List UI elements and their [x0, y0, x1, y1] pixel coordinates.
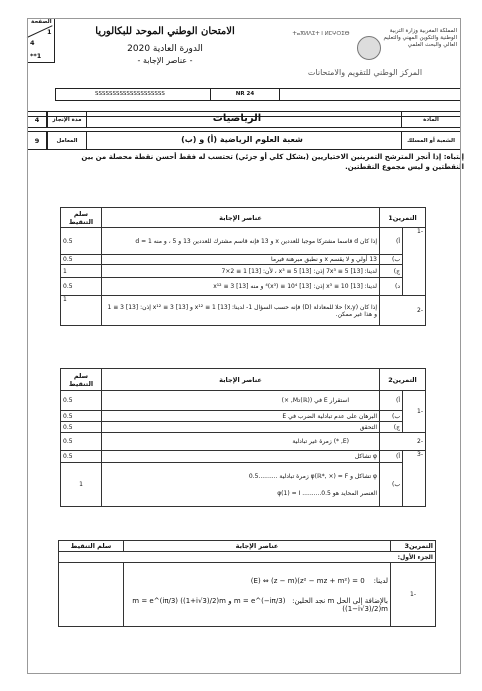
row-score: 0.5: [61, 228, 102, 255]
row-text: التحقق: [102, 422, 380, 433]
page-total: 4: [30, 39, 35, 47]
ex3-head-elements: عناصر الإجابة: [124, 541, 391, 552]
row-text: لدينا: [13] 5 ≡ 7x³ إذن: [13] 5 ≡ x³ ، لأن: [13] 1 ≡ 2×7: [102, 265, 380, 278]
row-score: 0.5: [61, 411, 102, 422]
row-sub: ب): [380, 255, 403, 265]
page-label: الصفحة: [31, 19, 52, 25]
stream-value: شعبة العلوم الرياضية (أ) و (ب): [181, 135, 303, 144]
row-num: -1: [403, 391, 426, 433]
equation-2: m = e^(iπ/3) ((1+i√3)/2)m و m = e^(−iπ/3) ((1−i√3)/2)m: [132, 596, 388, 613]
ministry-name: المملكة المغربية وزارة التربية الوطنية والتكوين المهني والتعليم العالي والبحث العلمي: [383, 28, 457, 48]
coef-label: المعامل: [47, 131, 87, 150]
row-num: -2: [380, 433, 426, 451]
stream-label: الشعبة أو المسلك: [401, 131, 461, 150]
row-score: 0.5: [61, 255, 102, 265]
row-sub: أ): [380, 391, 403, 411]
equation-1: (E) ⇔ (z − m)(z² − mz + m²) = 0: [250, 576, 365, 585]
ex2-title: التمرين2: [380, 369, 426, 391]
nr-value: NR 24: [235, 91, 255, 97]
row-score: 0.5: [61, 278, 102, 296]
row-score: 1: [61, 296, 102, 326]
row-text: 13 أولي و لا يقسم x و نطبق مبرهنة فيرما: [102, 255, 380, 265]
row-num: -3: [403, 451, 426, 507]
row-text: إذا كان (x,y) حلا للمعادلة (D) فإنه حسب السؤال 1- لدينا: [13] 1 ≡ x¹² و [13] 3 ≡ x¹² إذن: [13] 3 ≡ 1 و هذا غير ممكن.: [102, 296, 380, 326]
exam-title: الامتحان الوطني الموحد للبكالوريا: [95, 26, 235, 37]
duration-label: مدة الإنجاز: [47, 111, 87, 128]
ex3-title: التمرين3: [391, 541, 436, 552]
row-score: 1: [61, 463, 102, 507]
row-score: 0.5: [61, 391, 102, 411]
ex1-title: التمرين1: [380, 208, 426, 228]
tifinagh-text: ⵜⴰⴳⵍⴷⵉⵜ ⵏ ⵍⵎⵖⵔⵉⴱ: [292, 31, 350, 37]
row-label: لدينا:: [373, 576, 388, 585]
row-text: φ تشاكل: [102, 451, 380, 463]
session: الدورة العادية 2020: [127, 44, 203, 54]
row-label-2: بالإضافة إلى الحل m نجد الحلين:: [292, 596, 388, 605]
exam-code: **1: [30, 52, 42, 60]
page-frame: [27, 18, 461, 674]
code-line: SSSSSSSSSSSSSSSSSSSS: [95, 91, 165, 97]
row-sub: د): [380, 278, 403, 296]
row-sub: ب): [380, 411, 403, 422]
ex1-head-elements: عناصر الإجابة: [102, 208, 380, 228]
row-num: -2: [380, 296, 426, 326]
row-sub: ج): [380, 422, 403, 433]
row-text: إذا كان d قاسما مشتركا موجبا للعددين x و 13 فإنه قاسم مشترك للعددين 13 و 5 ، و منه d = 1: [102, 228, 380, 255]
row-num: -1: [391, 563, 436, 627]
row-text: (E, *) زمرة غير تبادلية: [102, 433, 380, 451]
subtitle: - عناصر الإجابة -: [137, 56, 193, 65]
row-sub: أ): [380, 451, 403, 463]
ex2-head-elements: عناصر الإجابة: [102, 369, 380, 391]
row-score: 0.5: [61, 451, 102, 463]
row-sub: أ): [380, 228, 403, 255]
row-score: 0.5: [61, 422, 102, 433]
ex1-head-score: سلم التنقيط: [61, 208, 102, 228]
page-num: 1: [47, 28, 52, 36]
row-score: 1: [61, 265, 102, 278]
coef-value: 9: [27, 131, 47, 150]
row-text: استقرار E في (M₂(ℝ), ×): [102, 391, 380, 411]
row-score: 0.5: [61, 433, 102, 451]
row-text: لدينا: [13] 10 ≡ x³ إذن: [13] 10⁴ ≡ (x³)⁴ و منه [13] 3 ≡ x¹²: [102, 278, 380, 296]
row-num: -1: [403, 228, 426, 296]
ex2-head-score: سلم التنقيط: [61, 369, 102, 391]
duration-value: 4: [27, 111, 47, 128]
subject-value: الرياضيات: [212, 113, 262, 124]
row-text: البرهان على عدم تبادلية الضرب في E: [102, 411, 380, 422]
row-sub: ب): [380, 463, 403, 507]
row-line-1: φ تشاكل و φ(ℝ*, ×) = F زمرة تبادلية ..........0.5: [248, 472, 377, 480]
center-name: المركز الوطني للتقويم والامتحانات: [307, 68, 423, 77]
ex3-part: الجزء الأول:: [59, 552, 436, 563]
subject-label: المادة: [401, 111, 461, 128]
ex3-head-score: سلم التنقيط: [59, 541, 124, 552]
row-line-2: العنصر المحايد هو φ(1) = I ..........0.5: [277, 489, 377, 497]
notice-text: إنتباه: إذا أنجز المترشح التمرينين الاختياريين (بشكل كلي أو جزئي) تحتسب له فقط أحسن نقطة محصلة من بين النقطتين و ليس مجموع النقطتين.: [81, 153, 464, 171]
row-sub: ج): [380, 265, 403, 278]
